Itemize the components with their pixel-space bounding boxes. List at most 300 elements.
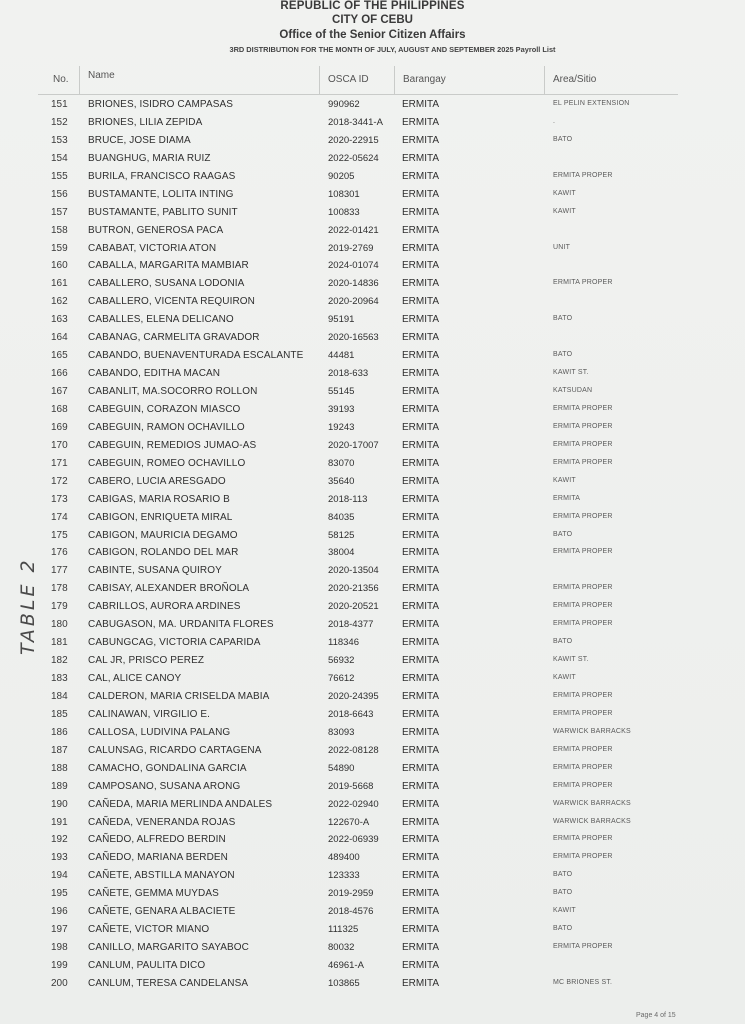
header-distribution: 3RD DISTRIBUTION FOR THE MONTH OF JULY, AUGUST AND SEPTEMBER 2025 Payroll List <box>229 45 556 54</box>
row-number: 182 <box>51 655 68 667</box>
row-area: ERMITA PROPER <box>553 584 613 592</box>
row-number: 196 <box>51 906 68 918</box>
table-row <box>0 473 745 491</box>
table-row <box>0 544 745 562</box>
row-name: CAMACHO, GONDALINA GARCIA <box>88 762 247 774</box>
row-area: ERMITA PROPER <box>553 458 613 466</box>
row-area: KAWIT ST. <box>553 369 589 377</box>
row-name: CABIGON, MAURICIA DEGAMO <box>88 529 238 541</box>
row-barangay: ERMITA <box>402 134 440 146</box>
row-number: 152 <box>51 116 68 128</box>
row-barangay: ERMITA <box>402 762 440 774</box>
table-row <box>0 867 745 885</box>
row-osca-id: 2024-01074 <box>328 260 379 272</box>
table-row <box>0 527 745 545</box>
row-number: 154 <box>51 152 68 164</box>
table-row <box>0 132 745 150</box>
row-barangay: ERMITA <box>402 744 440 756</box>
row-name: CALUNSAG, RICARDO CARTAGENA <box>88 744 262 756</box>
row-name: BRIONES, ISIDRO CAMPASAS <box>88 99 234 110</box>
row-name: CABEGUIN, CORAZON MIASCO <box>88 403 241 415</box>
row-number: 185 <box>51 708 68 720</box>
row-osca-id: 2018-113 <box>328 493 368 505</box>
row-barangay: ERMITA <box>402 673 440 684</box>
column-header-barangay <box>395 66 545 94</box>
row-osca-id: 2018-4576 <box>328 906 374 918</box>
row-name: CANLUM, TERESA CANDELANSA <box>88 977 249 989</box>
header-city: CITY OF CEBU <box>332 14 413 26</box>
table-row <box>0 921 745 939</box>
row-barangay: ERMITA <box>402 960 440 971</box>
row-name: CABIGAS, MARIA ROSARIO B <box>88 493 230 505</box>
row-osca-id: 123333 <box>328 870 360 882</box>
row-number: 164 <box>51 332 68 344</box>
row-area: ERMITA PROPER <box>553 763 613 771</box>
row-number: 173 <box>51 493 68 505</box>
row-area: BATO <box>553 871 573 879</box>
row-osca-id: 118346 <box>328 637 359 649</box>
row-barangay: ERMITA <box>402 368 440 380</box>
row-area: WARWICK BARRACKS <box>553 817 631 825</box>
table-row <box>0 616 745 634</box>
row-osca-id: 2020-22915 <box>328 134 379 146</box>
row-area: KAWIT <box>553 674 576 681</box>
table-row <box>0 437 745 455</box>
table-row <box>0 329 745 347</box>
row-name: CABALLERO, SUSANA LODONIA <box>88 278 245 290</box>
row-number: 190 <box>51 798 68 810</box>
row-name: CABANAG, CARMELITA GRAVADOR <box>88 332 260 344</box>
table-row <box>0 849 745 867</box>
row-osca-id: 122670-A <box>328 816 370 828</box>
row-number: 160 <box>51 260 68 272</box>
row-area: ERMITA PROPER <box>553 512 613 520</box>
row-barangay: ERMITA <box>402 260 440 272</box>
row-area: ERMITA <box>553 494 581 502</box>
row-barangay: ERMITA <box>402 188 440 200</box>
row-barangay: ERMITA <box>402 314 440 326</box>
row-number: 194 <box>51 870 68 882</box>
row-barangay: ERMITA <box>402 780 440 792</box>
table-row <box>0 670 745 688</box>
table-row <box>0 168 745 186</box>
table-row <box>0 311 745 329</box>
row-barangay: ERMITA <box>402 942 440 954</box>
row-area: ERMITA PROPER <box>553 709 613 717</box>
row-osca-id: 2020-16563 <box>328 332 379 344</box>
row-number: 199 <box>51 960 68 971</box>
row-barangay: ERMITA <box>402 493 440 505</box>
row-barangay: ERMITA <box>402 888 440 900</box>
row-number: 153 <box>51 134 68 146</box>
table-row <box>0 724 745 742</box>
row-name: CABALLES, ELENA DELICANO <box>88 314 234 326</box>
row-name: CABUGASON, MA. URDANITA FLORES <box>88 619 274 631</box>
row-number: 172 <box>51 475 68 487</box>
row-name: CAÑEDA, VENERANDA ROJAS <box>88 816 236 828</box>
table-row <box>0 114 745 132</box>
payroll-table-body <box>0 96 745 993</box>
row-barangay: ERMITA <box>402 116 440 128</box>
table-row <box>0 257 745 275</box>
row-number: 183 <box>51 673 68 684</box>
row-area: BATO <box>553 889 573 897</box>
row-name: BRUCE, JOSE DIAMA <box>88 134 191 146</box>
row-barangay: ERMITA <box>402 439 440 451</box>
row-barangay: ERMITA <box>402 296 440 308</box>
row-name: BRIONES, LILIA ZEPIDA <box>88 116 203 128</box>
row-number: 168 <box>51 403 68 415</box>
row-area: ERMITA PROPER <box>553 943 613 951</box>
table-row <box>0 204 745 222</box>
row-name: CAÑETE, ABSTILLA MANAYON <box>88 870 235 882</box>
table-row <box>0 150 745 168</box>
row-barangay: ERMITA <box>402 655 440 667</box>
row-osca-id: 2020-17007 <box>328 439 379 451</box>
row-number: 166 <box>51 368 68 380</box>
row-name: CAMPOSANO, SUSANA ARONG <box>88 780 241 792</box>
row-name: CAÑEDO, ALFREDO BERDIN <box>88 834 226 846</box>
column-header-barangay-label: Barangay <box>403 74 446 85</box>
table-row <box>0 903 745 921</box>
row-barangay: ERMITA <box>402 816 440 828</box>
row-area: BATO <box>553 530 573 538</box>
table-row <box>0 957 745 975</box>
row-area: KAWIT ST. <box>553 656 589 664</box>
row-barangay: ERMITA <box>402 457 440 469</box>
row-name: CAÑEDA, MARIA MERLINDA ANDALES <box>88 798 273 810</box>
column-header-osca <box>320 66 395 94</box>
table-row <box>0 634 745 652</box>
row-barangay: ERMITA <box>402 386 440 397</box>
row-area: WARWICK BARRACKS <box>553 727 631 735</box>
row-osca-id: 83070 <box>328 457 355 469</box>
row-number: 163 <box>51 314 68 326</box>
table-row <box>0 831 745 849</box>
column-header-osca-label: OSCA ID <box>328 74 369 85</box>
row-barangay: ERMITA <box>402 99 440 110</box>
table-row <box>0 491 745 509</box>
row-osca-id: 46961-A <box>328 960 364 971</box>
row-barangay: ERMITA <box>402 708 440 720</box>
row-osca-id: 2020-21356 <box>328 583 379 595</box>
row-area: EL PELIN EXTENSION <box>553 100 630 107</box>
row-barangay: ERMITA <box>402 350 440 362</box>
row-number: 171 <box>51 457 68 469</box>
row-area: ERMITA PROPER <box>553 279 613 287</box>
row-osca-id: 44481 <box>328 350 355 362</box>
row-area: BATO <box>553 638 573 646</box>
row-osca-id: 2018-4377 <box>328 619 374 631</box>
row-area: UNIT <box>553 243 571 251</box>
row-number: 161 <box>51 278 68 290</box>
row-area: MC BRIONES ST. <box>553 978 613 986</box>
row-osca-id: 2020-13504 <box>328 565 379 577</box>
table-row <box>0 598 745 616</box>
row-osca-id: 39193 <box>328 403 355 415</box>
header-office: Office of the Senior Citizen Affairs <box>279 29 466 41</box>
row-osca-id: 2020-24395 <box>328 690 379 702</box>
row-number: 180 <box>51 619 68 631</box>
page-number: Page 4 of 15 <box>636 1012 676 1019</box>
row-number: 159 <box>51 242 68 254</box>
row-number: 177 <box>51 565 68 577</box>
row-osca-id: 2018-6643 <box>328 708 374 720</box>
column-header-area <box>545 66 675 94</box>
row-osca-id: 2018-633 <box>328 368 369 380</box>
row-area: ERMITA PROPER <box>553 620 613 628</box>
row-area: ERMITA PROPER <box>553 835 613 843</box>
table-row <box>0 383 745 401</box>
row-number: 167 <box>51 386 68 397</box>
table-row <box>0 796 745 814</box>
row-name: BUSTAMANTE, LOLITA INTING <box>88 188 234 200</box>
row-number: 192 <box>51 834 68 846</box>
handwritten-table-note <box>6 510 46 660</box>
row-area: BATO <box>553 351 573 359</box>
row-number: 151 <box>51 99 68 110</box>
row-barangay: ERMITA <box>402 547 440 559</box>
table-row <box>0 760 745 778</box>
row-name: CAÑEDO, MARIANA BERDEN <box>88 852 229 864</box>
row-barangay: ERMITA <box>402 224 440 236</box>
table-row <box>0 939 745 957</box>
row-number: 184 <box>51 690 68 702</box>
table-row <box>0 365 745 383</box>
row-name: CABIGON, ENRIQUETA MIRAL <box>88 511 233 523</box>
row-osca-id: 2020-20964 <box>328 296 379 308</box>
table-row <box>0 96 745 114</box>
row-osca-id: 2022-06939 <box>328 834 379 846</box>
row-number: 179 <box>51 601 68 613</box>
row-barangay: ERMITA <box>402 870 440 882</box>
table-row <box>0 706 745 724</box>
row-barangay: ERMITA <box>402 421 440 433</box>
row-name: CABALLERO, VICENTA REQUIRON <box>88 296 255 308</box>
row-name: CALINAWAN, VIRGILIO E. <box>88 708 211 720</box>
row-osca-id: 2020-14836 <box>328 278 379 290</box>
row-barangay: ERMITA <box>402 583 440 595</box>
row-osca-id: 2019-5668 <box>328 780 374 792</box>
row-osca-id: 54890 <box>328 762 355 774</box>
row-osca-id: 58125 <box>328 529 355 541</box>
row-name: CABISAY, ALEXANDER BROÑOLA <box>88 583 250 595</box>
row-barangay: ERMITA <box>402 242 440 254</box>
row-name: CABUNGCAG, VICTORIA CAPARIDA <box>88 637 261 649</box>
row-osca-id: 76612 <box>328 673 355 684</box>
row-area: KAWIT <box>553 189 576 197</box>
row-name: CABALLA, MARGARITA MAMBIAR <box>88 260 249 272</box>
row-osca-id: 103865 <box>328 977 360 989</box>
column-header-no-label: No. <box>53 74 69 85</box>
table-row <box>0 885 745 903</box>
row-name: CAL JR, PRISCO PEREZ <box>88 655 205 667</box>
table-row <box>0 419 745 437</box>
table-row <box>0 652 745 670</box>
row-name: CABINTE, SUSANA QUIROY <box>88 565 222 577</box>
row-number: 174 <box>51 511 68 523</box>
row-osca-id: 2022-08128 <box>328 744 379 756</box>
table-row <box>0 509 745 527</box>
row-area: BATO <box>553 315 573 323</box>
row-osca-id: 56932 <box>328 655 355 667</box>
row-number: 157 <box>51 206 68 218</box>
row-barangay: ERMITA <box>402 690 440 702</box>
row-barangay: ERMITA <box>402 977 440 989</box>
row-name: CAÑETE, VICTOR MIANO <box>88 924 210 936</box>
row-osca-id: 83093 <box>328 726 355 738</box>
row-barangay: ERMITA <box>402 798 440 810</box>
table-row <box>0 222 745 240</box>
table-row <box>0 401 745 419</box>
row-name: BUSTAMANTE, PABLITO SUNIT <box>88 206 238 218</box>
row-barangay: ERMITA <box>402 170 440 182</box>
row-area: ERMITA PROPER <box>553 691 613 699</box>
row-area: . <box>553 117 556 125</box>
row-osca-id: 55145 <box>328 386 355 397</box>
table-row <box>0 778 745 796</box>
table-row <box>0 455 745 473</box>
row-number: 189 <box>51 780 68 792</box>
row-name: CABANDO, BUENAVENTURADA ESCALANTE <box>88 350 304 362</box>
row-barangay: ERMITA <box>402 637 440 649</box>
row-area: ERMITA PROPER <box>553 440 613 448</box>
row-number: 156 <box>51 188 68 200</box>
row-number: 169 <box>51 421 68 433</box>
table-row <box>0 347 745 365</box>
row-area: BATO <box>553 135 573 143</box>
row-barangay: ERMITA <box>402 906 440 918</box>
table-row <box>0 688 745 706</box>
row-barangay: ERMITA <box>402 834 440 846</box>
header-divider <box>38 94 678 95</box>
row-area: BATO <box>553 925 573 933</box>
row-osca-id: 84035 <box>328 511 355 523</box>
row-barangay: ERMITA <box>402 601 440 613</box>
column-header-area-label: Area/Sitio <box>553 74 597 85</box>
row-name: CABERO, LUCIA ARESGADO <box>88 475 226 487</box>
row-barangay: ERMITA <box>402 403 440 415</box>
row-number: 158 <box>51 224 68 236</box>
row-name: CANILLO, MARGARITO SAYABOC <box>88 942 249 954</box>
row-name: CABABAT, VICTORIA ATON <box>88 242 217 254</box>
row-osca-id: 90205 <box>328 170 355 182</box>
row-name: BUTRON, GENEROSA PACA <box>88 224 224 236</box>
row-area: KAWIT <box>553 207 576 215</box>
row-number: 176 <box>51 547 68 559</box>
row-barangay: ERMITA <box>402 278 440 290</box>
row-osca-id: 108301 <box>328 188 360 200</box>
row-number: 187 <box>51 744 68 756</box>
handwritten-note-text: TABLE 2 <box>17 557 39 655</box>
row-area: ERMITA PROPER <box>553 781 613 789</box>
row-barangay: ERMITA <box>402 332 440 344</box>
row-number: 178 <box>51 583 68 595</box>
row-area: KAWIT <box>553 907 576 915</box>
row-name: CABEGUIN, RAMON OCHAVILLO <box>88 421 245 433</box>
row-osca-id: 2022-01421 <box>328 224 379 236</box>
row-barangay: ERMITA <box>402 529 440 541</box>
row-number: 181 <box>51 637 68 649</box>
row-number: 175 <box>51 529 68 541</box>
row-name: CABRILLOS, AURORA ARDINES <box>88 601 241 613</box>
row-osca-id: 489400 <box>328 852 360 864</box>
row-osca-id: 2022-05624 <box>328 152 379 164</box>
row-number: 155 <box>51 170 68 182</box>
row-area: ERMITA PROPER <box>553 548 613 556</box>
row-osca-id: 2019-2769 <box>328 242 374 254</box>
row-osca-id: 38004 <box>328 547 355 559</box>
row-area: KATSUDAN <box>553 387 593 394</box>
table-row <box>0 293 745 311</box>
row-name: CABANDO, EDITHA MACAN <box>88 368 221 380</box>
row-osca-id: 35640 <box>328 475 355 487</box>
row-name: CABEGUIN, ROMEO OCHAVILLO <box>88 457 246 469</box>
row-number: 191 <box>51 816 68 828</box>
column-header-no <box>38 66 80 94</box>
table-row <box>0 275 745 293</box>
row-number: 162 <box>51 296 68 308</box>
row-barangay: ERMITA <box>402 565 440 577</box>
row-osca-id: 2020-20521 <box>328 601 379 613</box>
row-name: CALDERON, MARIA CRISELDA MABIA <box>88 690 270 702</box>
table-row <box>0 186 745 204</box>
row-barangay: ERMITA <box>402 511 440 523</box>
column-header-name <box>80 66 320 94</box>
row-area: WARWICK BARRACKS <box>553 799 631 807</box>
row-osca-id: 2018-3441-A <box>328 116 383 128</box>
table-row <box>0 814 745 832</box>
row-number: 170 <box>51 439 68 451</box>
row-number: 188 <box>51 762 68 774</box>
row-area: KAWIT <box>553 476 576 484</box>
row-barangay: ERMITA <box>402 619 440 631</box>
row-area: ERMITA PROPER <box>553 404 613 412</box>
row-name: BURILA, FRANCISCO RAAGAS <box>88 170 236 182</box>
row-barangay: ERMITA <box>402 152 440 164</box>
table-row <box>0 580 745 598</box>
row-barangay: ERMITA <box>402 924 440 936</box>
row-number: 195 <box>51 888 68 900</box>
row-number: 165 <box>51 350 68 362</box>
row-osca-id: 2019-2959 <box>328 888 374 900</box>
row-osca-id: 2022-02940 <box>328 798 379 810</box>
row-osca-id: 95191 <box>328 314 355 326</box>
row-name: CAÑETE, GEMMA MUYDAS <box>88 888 219 900</box>
column-header-name-label: Name <box>88 70 115 81</box>
row-area: ERMITA PROPER <box>553 422 613 430</box>
row-osca-id: 100833 <box>328 206 360 218</box>
row-name: BUANGHUG, MARIA RUIZ <box>88 152 211 164</box>
table-row <box>0 975 745 993</box>
row-number: 198 <box>51 942 68 954</box>
row-name: CABANLIT, MA.SOCORRO ROLLON <box>88 386 258 397</box>
row-name: CABIGON, ROLANDO DEL MAR <box>88 547 239 559</box>
row-name: CAÑETE, GENARA ALBACIETE <box>88 906 236 918</box>
row-osca-id: 111325 <box>328 924 359 936</box>
row-number: 200 <box>51 977 68 989</box>
row-barangay: ERMITA <box>402 726 440 738</box>
row-barangay: ERMITA <box>402 852 440 864</box>
row-name: CAL, ALICE CANOY <box>88 673 182 684</box>
row-barangay: ERMITA <box>402 206 440 218</box>
row-area: ERMITA PROPER <box>553 602 613 610</box>
row-barangay: ERMITA <box>402 475 440 487</box>
row-osca-id: 990962 <box>328 99 360 110</box>
row-name: CABEGUIN, REMEDIOS JUMAO-AS <box>88 439 257 451</box>
row-number: 186 <box>51 726 68 738</box>
row-name: CALLOSA, LUDIVINA PALANG <box>88 726 231 738</box>
